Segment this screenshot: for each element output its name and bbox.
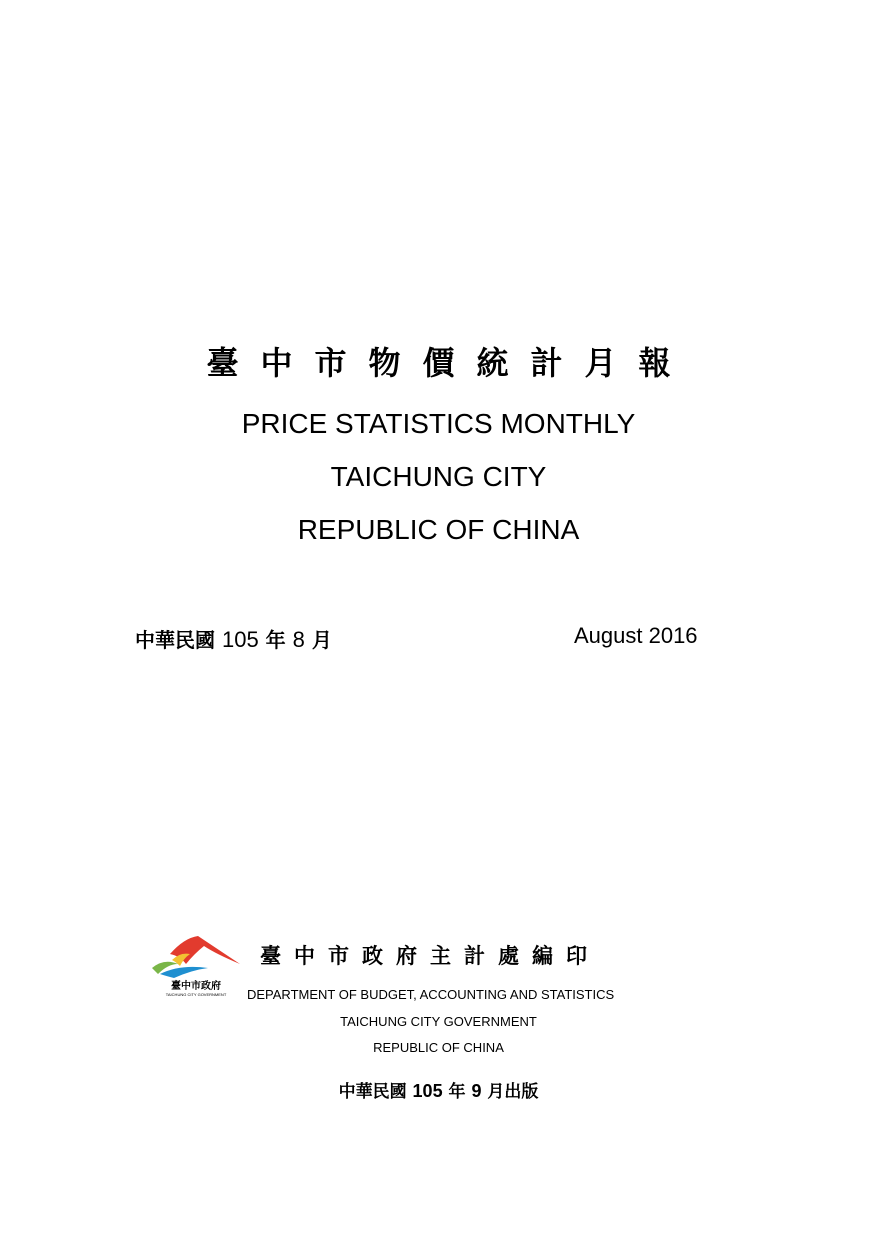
title-english-line-2: TAICHUNG CITY (330, 461, 547, 492)
issue-date-chinese (135, 624, 332, 653)
taichung-government-logo (150, 934, 242, 998)
publication-era: 中華民國 (338, 1082, 407, 1102)
publication-year: 105 (412, 1081, 443, 1101)
title-english-line-3: REPUBLIC OF CHINA (297, 514, 580, 545)
title-chinese: 臺中市物價統計月報 (206, 344, 693, 382)
issue-year: 105 (221, 627, 259, 652)
issue-date-english: August 2016 (574, 623, 698, 648)
logo-caption-chinese: 臺中市政府 (171, 981, 221, 992)
publisher-line-1: DEPARTMENT OF BUDGET, ACCOUNTING AND STATISTICS (247, 987, 615, 1002)
issue-era: 中華民國 (135, 628, 215, 652)
publication-date (0, 1077, 877, 1102)
publisher-line-3: REPUBLIC OF CHINA (373, 1040, 504, 1055)
issue-month-unit: 月 (311, 628, 332, 652)
issue-year-unit: 年 (265, 628, 286, 652)
publication-year-unit: 年 (448, 1082, 466, 1102)
publisher-line-2: TAICHUNG CITY GOVERNMENT (340, 1014, 537, 1029)
publication-month-unit: 月出版 (487, 1082, 539, 1102)
logo-caption-english: TAICHUNG CITY GOVERNMENT (165, 992, 227, 997)
title-english-line-1: PRICE STATISTICS MONTHLY (241, 408, 636, 439)
issue-month: 8 (292, 627, 305, 652)
publisher-chinese: 臺中市政府主計處編印 (260, 944, 600, 968)
publication-month: 9 (471, 1081, 482, 1101)
